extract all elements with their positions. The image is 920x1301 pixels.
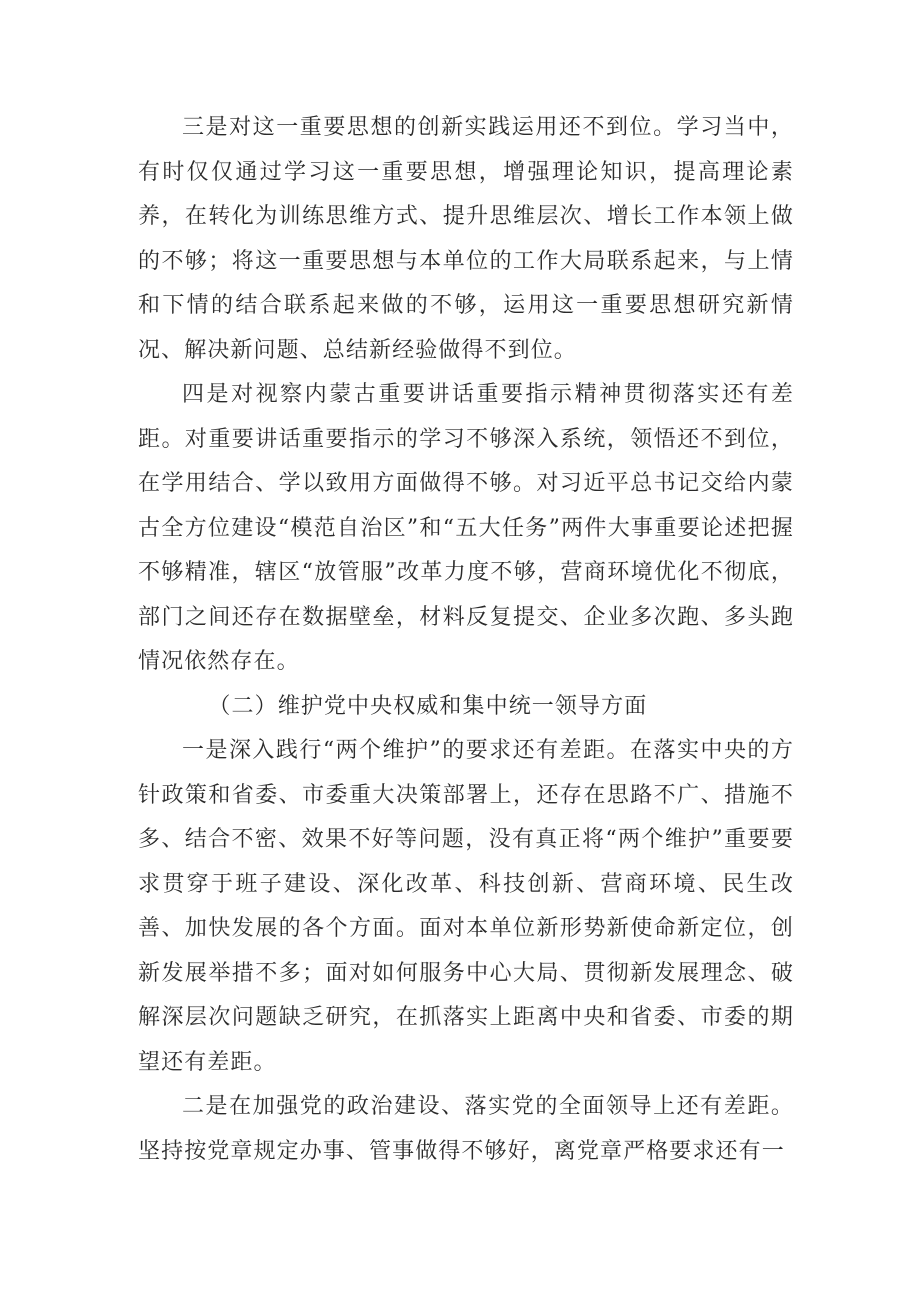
paragraph-2: 四是对视察内蒙古重要讲话重要指示精神贯彻落实还有差距。对重要讲话重要指示的学习不够深入系统，领悟还不到位，在学用结合、学以致用方面做得不够。对习近平总书记交给内蒙古全方位建设“模范自治区”和“五大任务”两件大事重要论述把握不够精准，辖区“放管服”改革力度不够，营商环境优化不彻底，部门之间还存在数据壁垒，材料反复提交、企业多次跑、多头跑情况依然存在。 xyxy=(138,382,794,674)
paragraph-3: 一是深入践行“两个维护”的要求还有差距。在落实中央的方针政策和省委、市委重大决策部署上，还存在思路不广、措施不多、结合不密、效果不好等问题，没有真正将“两个维护”重要要求贯穿于班子建设、深化改革、科技创新、营商环境、民生改善、加快发展的各个方面。面对本单位新形势新使命新定位，创新发展举措不多；面对如何服务中心大局、贯彻新发展理念、破解深层次问题缺乏研究，在抓落实上距离中央和省委、市委的期望还有差距。 xyxy=(138,738,794,1075)
paragraph-1: 三是对这一重要思想的创新实践运用还不到位。学习当中，有时仅仅通过学习这一重要思想，增强理论知识，提高理论素养，在转化为训练思维方式、提升思维层次、增长工作本领上做的不够；将这一重要思想与本单位的工作大局联系起来，与上情和下情的结合联系起来做的不够，运用这一重要思想研究新情况、解决新问题、总结新经验做得不到位。 xyxy=(138,115,794,363)
section-heading: （二）维护党中央权威和集中统一领导方面 xyxy=(208,693,648,719)
paragraph-4: 二是在加强党的政治建设、落实党的全面领导上还有差距。坚持按党章规定办事、管事做得不够好，离党章严格要求还有一 xyxy=(138,1094,794,1164)
document-body xyxy=(138,106,794,1174)
